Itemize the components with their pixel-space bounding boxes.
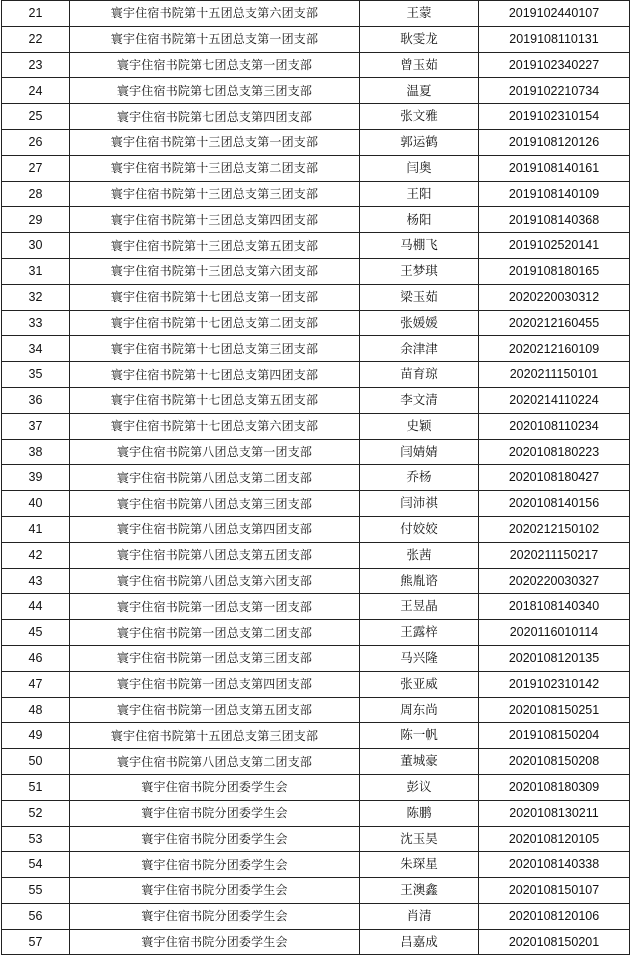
table-row (2, 284, 630, 310)
branch-name-cell: 寰宇住宿书院第十五团总支第三团支部 (70, 723, 360, 749)
student-name-cell: 朱琛星 (360, 852, 479, 878)
row-number-cell: 45 (2, 620, 70, 646)
student-id-cell: 2020116010114 (479, 620, 630, 646)
row-number-cell: 52 (2, 800, 70, 826)
student-id-cell: 2019108140109 (479, 181, 630, 207)
student-id-cell: 2020108120105 (479, 826, 630, 852)
student-id-cell: 2020211150101 (479, 362, 630, 388)
table-row (2, 336, 630, 362)
branch-name-cell: 寰宇住宿书院第八团总支第三团支部 (70, 491, 360, 517)
student-id-cell: 2019102310142 (479, 671, 630, 697)
student-name-cell: 肖清 (360, 903, 479, 929)
branch-name-cell: 寰宇住宿书院第一团总支第五团支部 (70, 697, 360, 723)
table-row (2, 645, 630, 671)
table-row (2, 697, 630, 723)
student-id-cell: 2020108120135 (479, 645, 630, 671)
table-row (2, 749, 630, 775)
branch-name-cell: 寰宇住宿书院第七团总支第一团支部 (70, 52, 360, 78)
student-name-cell: 郭运鹤 (360, 129, 479, 155)
branch-name-cell: 寰宇住宿书院第一团总支第一团支部 (70, 594, 360, 620)
student-id-cell: 2019108120126 (479, 129, 630, 155)
table-row (2, 568, 630, 594)
table-row (2, 233, 630, 259)
table-row (2, 491, 630, 517)
table-row (2, 26, 630, 52)
row-number-cell: 46 (2, 645, 70, 671)
student-name-cell: 耿雯龙 (360, 26, 479, 52)
student-name-cell: 付姣姣 (360, 516, 479, 542)
table-row (2, 439, 630, 465)
table-row (2, 594, 630, 620)
branch-name-cell: 寰宇住宿书院第八团总支第四团支部 (70, 516, 360, 542)
student-id-cell: 2020108130211 (479, 800, 630, 826)
student-id-cell: 2019102440107 (479, 1, 630, 27)
student-name-cell: 张文雅 (360, 104, 479, 130)
branch-name-cell: 寰宇住宿书院分团委学生会 (70, 826, 360, 852)
student-name-cell: 王阳 (360, 181, 479, 207)
student-name-cell: 王蒙 (360, 1, 479, 27)
branch-name-cell: 寰宇住宿书院第十五团总支第一团支部 (70, 26, 360, 52)
row-number-cell: 29 (2, 207, 70, 233)
student-id-cell: 2020214110224 (479, 387, 630, 413)
row-number-cell: 36 (2, 387, 70, 413)
student-name-cell: 闫奥 (360, 155, 479, 181)
table-row (2, 207, 630, 233)
student-id-cell: 2019102340227 (479, 52, 630, 78)
student-id-cell: 2018108140340 (479, 594, 630, 620)
row-number-cell: 57 (2, 929, 70, 955)
row-number-cell: 32 (2, 284, 70, 310)
row-number-cell: 24 (2, 78, 70, 104)
row-number-cell: 54 (2, 852, 70, 878)
row-number-cell: 31 (2, 258, 70, 284)
branch-name-cell: 寰宇住宿书院第八团总支第一团支部 (70, 439, 360, 465)
table-row (2, 620, 630, 646)
branch-name-cell: 寰宇住宿书院分团委学生会 (70, 929, 360, 955)
table-row (2, 362, 630, 388)
row-number-cell: 35 (2, 362, 70, 388)
branch-name-cell: 寰宇住宿书院分团委学生会 (70, 878, 360, 904)
table-row (2, 542, 630, 568)
student-id-cell: 2019108110131 (479, 26, 630, 52)
student-name-cell: 梁玉茹 (360, 284, 479, 310)
student-id-cell: 2020212160109 (479, 336, 630, 362)
student-name-cell: 沈玉昊 (360, 826, 479, 852)
student-name-cell: 温夏 (360, 78, 479, 104)
table-row (2, 723, 630, 749)
student-name-cell: 董城豪 (360, 749, 479, 775)
student-name-cell: 王梦琪 (360, 258, 479, 284)
table-row (2, 516, 630, 542)
table-row (2, 129, 630, 155)
student-name-cell: 周东尚 (360, 697, 479, 723)
student-name-cell: 闫婧婧 (360, 439, 479, 465)
row-number-cell: 41 (2, 516, 70, 542)
branch-name-cell: 寰宇住宿书院分团委学生会 (70, 903, 360, 929)
row-number-cell: 56 (2, 903, 70, 929)
student-name-cell: 马兴隆 (360, 645, 479, 671)
table-row (2, 826, 630, 852)
branch-name-cell: 寰宇住宿书院第一团总支第四团支部 (70, 671, 360, 697)
student-id-cell: 2019102310154 (479, 104, 630, 130)
table-row (2, 671, 630, 697)
student-name-cell: 张茜 (360, 542, 479, 568)
row-number-cell: 40 (2, 491, 70, 517)
student-name-cell: 杨阳 (360, 207, 479, 233)
student-id-cell: 2019108140161 (479, 155, 630, 181)
student-id-cell: 2019108140368 (479, 207, 630, 233)
table-row (2, 929, 630, 955)
student-id-cell: 2019108180165 (479, 258, 630, 284)
student-id-cell: 2019102520141 (479, 233, 630, 259)
student-name-cell: 陈鹏 (360, 800, 479, 826)
row-number-cell: 48 (2, 697, 70, 723)
student-id-cell: 2020212160455 (479, 310, 630, 336)
branch-name-cell: 寰宇住宿书院第十七团总支第一团支部 (70, 284, 360, 310)
student-name-cell: 张媛媛 (360, 310, 479, 336)
branch-name-cell: 寰宇住宿书院第十七团总支第二团支部 (70, 310, 360, 336)
student-name-cell: 彭议 (360, 774, 479, 800)
student-id-cell: 2020108150251 (479, 697, 630, 723)
student-name-cell: 王澳鑫 (360, 878, 479, 904)
student-name-cell: 乔杨 (360, 465, 479, 491)
row-number-cell: 53 (2, 826, 70, 852)
student-id-cell: 2020211150217 (479, 542, 630, 568)
row-number-cell: 38 (2, 439, 70, 465)
row-number-cell: 42 (2, 542, 70, 568)
row-number-cell: 21 (2, 1, 70, 27)
student-id-cell: 2020220030312 (479, 284, 630, 310)
student-name-cell: 曾玉茹 (360, 52, 479, 78)
table-row (2, 465, 630, 491)
table-row (2, 903, 630, 929)
student-id-cell: 2020108150208 (479, 749, 630, 775)
table-row (2, 52, 630, 78)
table-row (2, 310, 630, 336)
student-name-cell: 马棚飞 (360, 233, 479, 259)
branch-name-cell: 寰宇住宿书院第七团总支第三团支部 (70, 78, 360, 104)
student-id-cell: 2020108120106 (479, 903, 630, 929)
row-number-cell: 51 (2, 774, 70, 800)
row-number-cell: 26 (2, 129, 70, 155)
row-number-cell: 34 (2, 336, 70, 362)
branch-name-cell: 寰宇住宿书院第八团总支第六团支部 (70, 568, 360, 594)
branch-name-cell: 寰宇住宿书院分团委学生会 (70, 852, 360, 878)
table-row (2, 878, 630, 904)
branch-name-cell: 寰宇住宿书院第十三团总支第五团支部 (70, 233, 360, 259)
row-number-cell: 37 (2, 413, 70, 439)
student-name-cell: 史颖 (360, 413, 479, 439)
table-row (2, 852, 630, 878)
row-number-cell: 55 (2, 878, 70, 904)
student-name-cell: 王昱晶 (360, 594, 479, 620)
student-name-cell: 余津津 (360, 336, 479, 362)
student-id-cell: 2020108110234 (479, 413, 630, 439)
branch-name-cell: 寰宇住宿书院第十三团总支第一团支部 (70, 129, 360, 155)
branch-name-cell: 寰宇住宿书院分团委学生会 (70, 800, 360, 826)
row-number-cell: 33 (2, 310, 70, 336)
row-number-cell: 22 (2, 26, 70, 52)
branch-name-cell: 寰宇住宿书院第十三团总支第六团支部 (70, 258, 360, 284)
table-row (2, 181, 630, 207)
table-row (2, 413, 630, 439)
table-row (2, 155, 630, 181)
branch-name-cell: 寰宇住宿书院第十五团总支第六团支部 (70, 1, 360, 27)
student-id-cell: 2020108180223 (479, 439, 630, 465)
table-row (2, 387, 630, 413)
student-name-cell: 吕嘉成 (360, 929, 479, 955)
row-number-cell: 39 (2, 465, 70, 491)
roster-table (1, 0, 630, 955)
table-row (2, 800, 630, 826)
student-id-cell: 2019102210734 (479, 78, 630, 104)
student-name-cell: 王露梓 (360, 620, 479, 646)
branch-name-cell: 寰宇住宿书院第八团总支第二团支部 (70, 465, 360, 491)
student-id-cell: 2020108140156 (479, 491, 630, 517)
branch-name-cell: 寰宇住宿书院第十三团总支第三团支部 (70, 181, 360, 207)
student-id-cell: 2020108140338 (479, 852, 630, 878)
student-id-cell: 2020212150102 (479, 516, 630, 542)
student-id-cell: 2020108150107 (479, 878, 630, 904)
branch-name-cell: 寰宇住宿书院第八团总支第五团支部 (70, 542, 360, 568)
table-row (2, 104, 630, 130)
student-id-cell: 2020108150201 (479, 929, 630, 955)
row-number-cell: 27 (2, 155, 70, 181)
branch-name-cell: 寰宇住宿书院第七团总支第四团支部 (70, 104, 360, 130)
roster-table-body (2, 1, 630, 955)
student-id-cell: 2020108180427 (479, 465, 630, 491)
table-row (2, 258, 630, 284)
student-name-cell: 闫沛祺 (360, 491, 479, 517)
row-number-cell: 43 (2, 568, 70, 594)
branch-name-cell: 寰宇住宿书院第十七团总支第五团支部 (70, 387, 360, 413)
row-number-cell: 30 (2, 233, 70, 259)
student-name-cell: 苗育琼 (360, 362, 479, 388)
branch-name-cell: 寰宇住宿书院第一团总支第三团支部 (70, 645, 360, 671)
branch-name-cell: 寰宇住宿书院第十七团总支第六团支部 (70, 413, 360, 439)
branch-name-cell: 寰宇住宿书院分团委学生会 (70, 774, 360, 800)
row-number-cell: 44 (2, 594, 70, 620)
student-id-cell: 2020108180309 (479, 774, 630, 800)
student-name-cell: 张亚威 (360, 671, 479, 697)
table-row (2, 78, 630, 104)
student-id-cell: 2019108150204 (479, 723, 630, 749)
branch-name-cell: 寰宇住宿书院第十三团总支第四团支部 (70, 207, 360, 233)
branch-name-cell: 寰宇住宿书院第八团总支第二团支部 (70, 749, 360, 775)
table-row (2, 1, 630, 27)
branch-name-cell: 寰宇住宿书院第十三团总支第二团支部 (70, 155, 360, 181)
row-number-cell: 25 (2, 104, 70, 130)
row-number-cell: 47 (2, 671, 70, 697)
branch-name-cell: 寰宇住宿书院第十七团总支第四团支部 (70, 362, 360, 388)
student-name-cell: 陈一帆 (360, 723, 479, 749)
branch-name-cell: 寰宇住宿书院第一团总支第二团支部 (70, 620, 360, 646)
row-number-cell: 49 (2, 723, 70, 749)
row-number-cell: 50 (2, 749, 70, 775)
student-name-cell: 熊胤谘 (360, 568, 479, 594)
student-id-cell: 2020220030327 (479, 568, 630, 594)
student-name-cell: 李文清 (360, 387, 479, 413)
row-number-cell: 23 (2, 52, 70, 78)
table-row (2, 774, 630, 800)
branch-name-cell: 寰宇住宿书院第十七团总支第三团支部 (70, 336, 360, 362)
row-number-cell: 28 (2, 181, 70, 207)
